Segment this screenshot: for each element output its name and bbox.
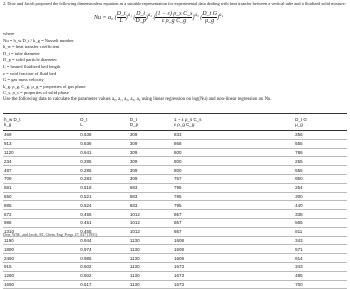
table-cell: 1690 [3,280,80,289]
table-row [3,157,347,166]
table-cell: 254 [295,183,347,192]
column-header-heat-capacity-ratio: 1 − ε ρ_s C_s ε ρ_g C_g [174,114,295,131]
table-cell: 309 [130,157,174,166]
table-cell: 0.518 [80,183,130,192]
table-cell: 0.455 [80,210,130,219]
table-cell: 800 [174,148,295,157]
table-cell: 833 [174,131,295,140]
table-row [3,236,347,245]
table-cell: 986 [3,218,80,227]
table-cell: 440 [295,201,347,210]
table-cell: 1608 [174,236,295,245]
table-cell: 0.283 [80,174,130,183]
table-cell: 0.285 [80,157,130,166]
table-cell: 786 [295,148,347,157]
table-cell: 234 [3,157,80,166]
table-cell: 338 [295,210,347,219]
table-cell: 1260 [3,271,80,280]
table-row [3,280,347,289]
table-cell: 487 [3,166,80,175]
table-cell: 1608 [174,245,295,254]
table-cell: 255 [295,157,347,166]
table-row [3,174,347,183]
table-cell: 1012 [130,227,174,236]
table-cell: 885 [3,201,80,210]
table-cell: 1012 [130,210,174,219]
table-row [3,148,347,157]
table-row [3,218,347,227]
table-row [3,262,347,271]
table-cell: 0.521 [80,192,130,201]
definition-item: ε = void fraction of fluid bed [3,70,56,76]
table-cell: 309 [130,166,174,175]
definition-item: Nu = h_w D_t / k_g = Nusselt number [3,37,74,43]
definition-item: D_p = solid particle diameter [3,57,57,63]
definition-item: k_g, ρ_g, C_g, μ_g = properties of gas phase [3,83,86,89]
table-cell: 1310 [3,227,80,236]
equation-term-1: $\frac{D\_t}{L}$ [116,11,126,24]
equation-term-3: $\frac{\text{(1 − ε) ρ\_s C\_s}}{\text{ε ρ\_g C\_g}}$ [155,11,193,24]
table-cell: 1673 [174,262,295,271]
definition-item: L = heated fluidized bed length [3,63,61,69]
table-row [3,183,347,192]
table-cell: 1012 [130,218,174,227]
table-cell: 683 [130,183,174,192]
table-row [3,131,347,140]
table-body [3,131,347,289]
table-cell: 309 [130,148,174,157]
table-cell: 913 [3,139,80,148]
table-cell: 0.636 [80,139,130,148]
table-cell: 2460 [3,254,80,263]
table-row [3,245,347,254]
table-cell: 300 [295,192,347,201]
table-cell: 0.524 [80,201,130,210]
source-citation: Dow, W.M., and Jacob, M., Chem. Eng. Progr. 47, 637 (1951). [3,233,99,237]
table-cell: 700 [295,280,347,289]
table-cell: 555 [295,166,347,175]
table-cell: 0.641 [80,148,130,157]
table-cell: 811 [295,227,347,236]
table-cell: 868 [174,139,295,148]
definition-item: D_t = tube diameter [3,50,40,56]
definition-item: G = gas mass velocity [3,77,44,83]
table-cell: 672 [3,210,80,219]
equation-term-2: $\frac{D\_t}{D\_p}$ [135,11,146,24]
table-cell: 309 [130,131,174,140]
table-cell: 256 [295,131,347,140]
table-cell: 0.974 [80,245,130,254]
column-header-reynolds: D_t G μ_g [295,114,347,131]
table-cell: 1130 [130,254,174,263]
table-cell: 469 [3,131,80,140]
table-cell: 1130 [130,236,174,245]
table-row [3,192,347,201]
problem-intro: 2. Dow and Jacob proposed the following dimensionless equation as a suitable representation for experimental data dealing with heat transfer between a vertical tube and a fluidized solid mixture: [3,1,346,6]
table-cell: 795 [174,192,295,201]
table-row [3,201,347,210]
table-cell: 0.617 [80,280,130,289]
table-cell: 1120 [3,148,80,157]
equation-term-4: $\frac{\text{D\_t G}}{\mu\_g}$ [202,11,218,24]
table-cell: 867 [174,218,295,227]
table-header-row [3,114,347,131]
table-cell: 650 [3,192,80,201]
table-cell: 1130 [130,280,174,289]
table-cell: 0.602 [80,262,130,271]
table-cell: 709 [3,174,80,183]
table-cell: 814 [295,254,347,263]
column-header-dt-over-l: D_t L [80,114,130,131]
definition-item: C_s, ρ_s = properties of solid phase [3,90,69,96]
definition-item: h_w = heat transfer coefficient [3,44,60,50]
table-cell: 915 [3,262,80,271]
data-table [3,113,347,289]
table-cell: 0.455 [80,227,130,236]
table-cell: 867 [174,210,295,219]
table-cell: 1890 [3,245,80,254]
table-cell: 571 [295,245,347,254]
table-cell: 0.602 [80,271,130,280]
definitions-list [3,31,86,97]
table-cell: 581 [3,183,80,192]
column-header-nusselt: h_w D_t k_g [3,114,80,131]
table-cell: 0.285 [80,166,130,175]
table-cell: 1190 [3,236,80,245]
table-cell: 1673 [174,280,295,289]
column-header-dt-over-dp: D_t D_p [130,114,174,131]
table-cell: 343 [295,236,347,245]
where-label: where [3,31,15,36]
table-cell: 0.636 [80,131,130,140]
table-cell: 795 [174,201,295,210]
table-cell: 767 [174,174,295,183]
table-cell: 1130 [130,262,174,271]
table-cell: 1673 [174,271,295,280]
table-row [3,210,347,219]
table-row [3,271,347,280]
table-cell: 0.985 [80,254,130,263]
table-cell: 343 [295,262,347,271]
table-cell: 1130 [130,245,174,254]
table-cell: 795 [174,183,295,192]
table-cell: 0.451 [80,218,130,227]
table-cell: 309 [130,174,174,183]
table-cell: 309 [130,139,174,148]
question-text: Use the following data to calculate the parameter values a₀, a₁, a₂, a₃, a₄ using linear regression on log(Nu) and non-linear regression on Nu. [3,97,272,102]
table-cell: 565 [295,218,347,227]
table-cell: 867 [174,227,295,236]
table-cell: 485 [295,271,347,280]
dimensionless-equation: Nu = a₀ ( $\frac{D\_t}{L})^{a_1}$ ( $\frac{D\_t}{D\_p})^{a_2}$ ( $\frac{\text{(1 − ε) ρ\_s C\_s}}{\text{ε ρ\_g C\_g}})^{a_3}$ ( $\frac{\text{D\_t G}}{\mu\_g})^{a_4}$ [94,11,224,24]
table-cell: 850 [295,174,347,183]
table-row [3,166,347,175]
table-cell: 683 [130,192,174,201]
table-cell: 0.944 [80,236,130,245]
table-row [3,254,347,263]
equation-lhs: Nu = a₀ [94,14,114,21]
table-cell: 555 [295,139,347,148]
table-cell: 800 [174,166,295,175]
table-row [3,139,347,148]
table-cell: 683 [130,201,174,210]
table-cell: 1130 [130,271,174,280]
table-cell: 800 [174,157,295,166]
table-cell: 1608 [174,254,295,263]
